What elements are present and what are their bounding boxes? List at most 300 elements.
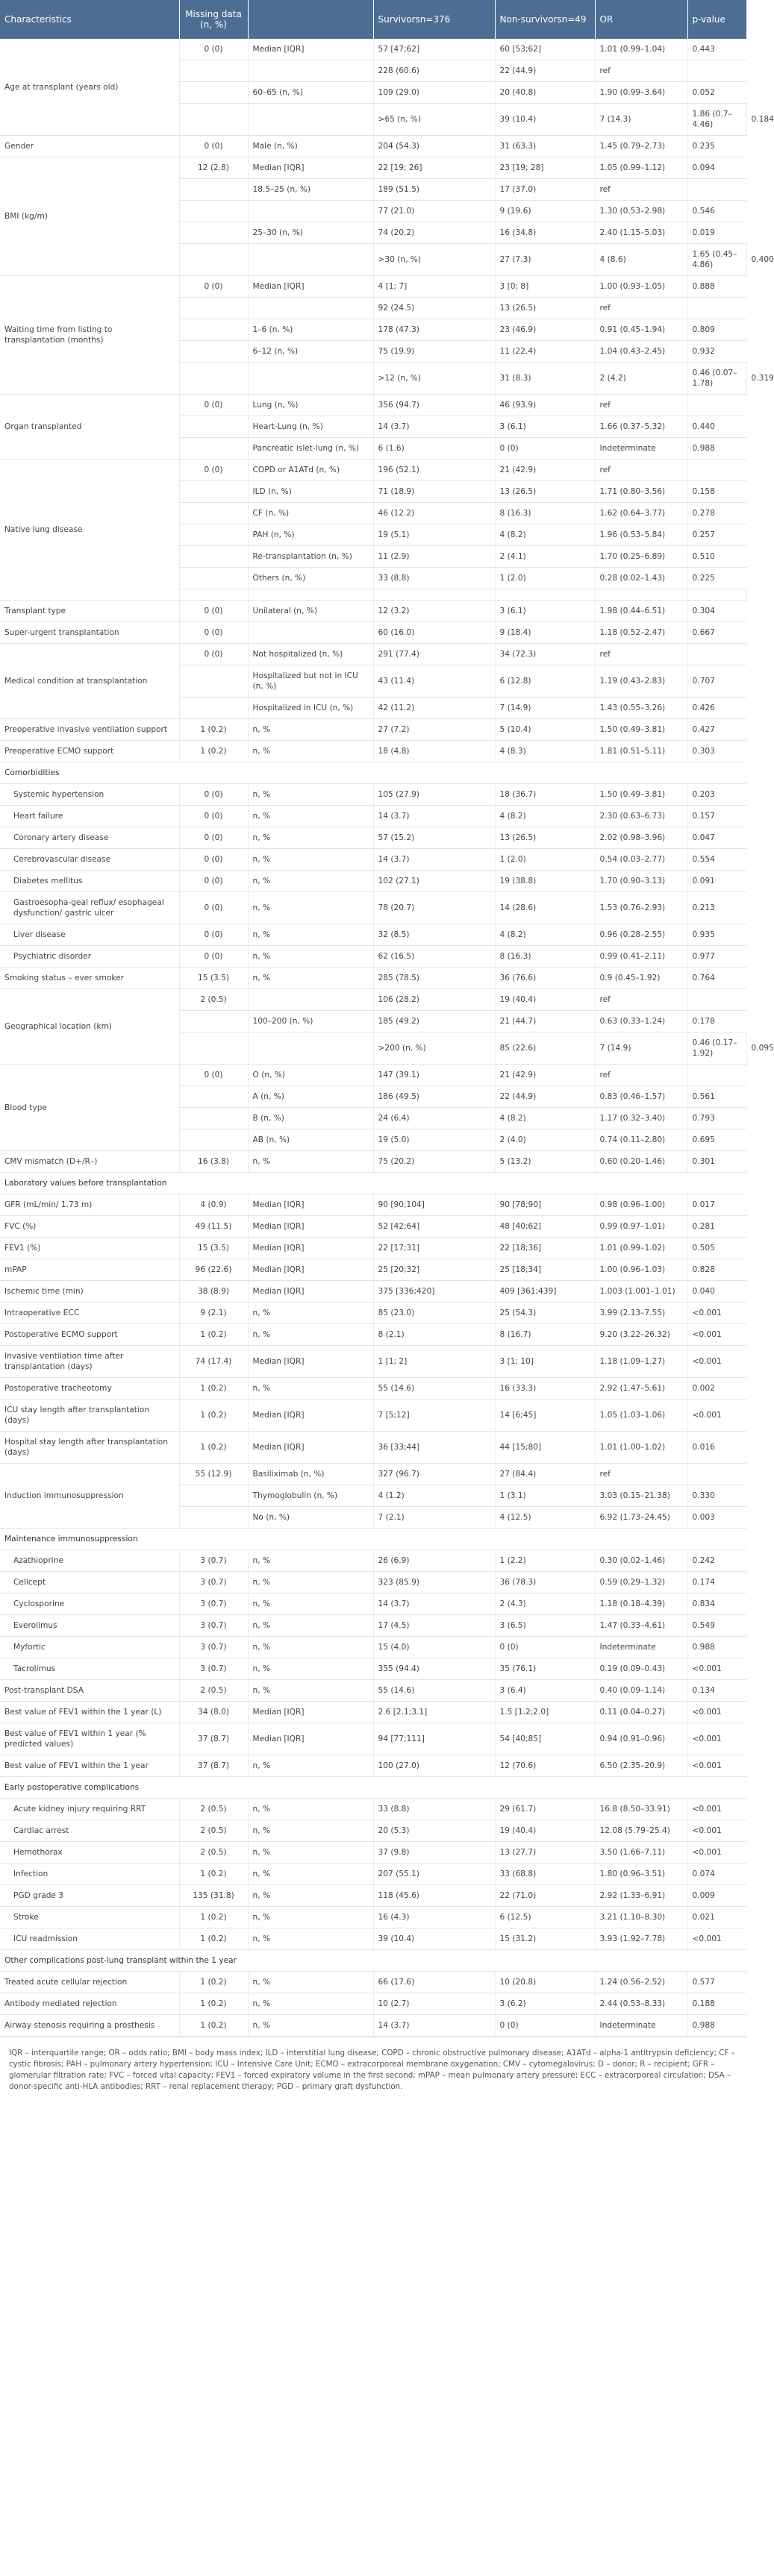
table-cell: 5 (10.4): [495, 719, 595, 741]
table-cell: 33 (8.8): [373, 1799, 495, 1820]
table-cell: 31 (8.3): [495, 363, 595, 395]
table-cell: 7 [5;12]: [373, 1400, 495, 1432]
table-cell: Airway stenosis requiring a prosthesis: [0, 2015, 179, 2037]
table-cell: n, %: [248, 1755, 373, 1777]
row-label: Native lung disease: [0, 460, 179, 601]
table-cell: 55 (14.6): [373, 1378, 495, 1400]
table-cell: 3 (6.1): [495, 416, 595, 438]
table-row: [0, 1593, 746, 1615]
table-cell: 32 (8.5): [373, 924, 495, 946]
table-row: >200 (n, %) 85 (22.6) 7 (14.9) 0.46 (0.17–1.92) 0.095: [0, 1032, 746, 1065]
table-cell: 0.59 (0.29–1.32): [595, 1572, 687, 1593]
table-row: [0, 849, 746, 871]
table-cell: 4 (8.6): [595, 244, 687, 276]
table-cell: 1.05 (0.99–1.12): [595, 157, 687, 179]
table-cell: 1.45 (0.79–2.73): [595, 136, 687, 157]
table-cell: 21 (42.9): [495, 460, 595, 481]
table-cell: Hospitalized in ICU (n, %): [248, 698, 373, 719]
table-cell: 2 (4.2): [595, 363, 687, 395]
table-cell: 75 (19.9): [373, 341, 495, 363]
table-cell: O (n, %): [248, 1065, 373, 1086]
table-row: [0, 989, 746, 1011]
table-cell: [687, 60, 746, 82]
header-non-survivors: Non-survivorsn=49: [495, 0, 595, 39]
table-cell: n, %: [248, 1637, 373, 1658]
table-cell: 0.002: [687, 1378, 746, 1400]
table-row: [0, 1572, 746, 1593]
table-row: [0, 1820, 746, 1842]
table-cell: n, %: [248, 1885, 373, 1907]
table-cell: 4 (8.2): [495, 806, 595, 827]
row-label: Everolimus: [0, 1615, 179, 1637]
table-row: [0, 1281, 746, 1303]
table-cell: <0.001: [687, 1799, 746, 1820]
table-cell: 17 (4.5): [373, 1615, 495, 1637]
table-cell: Median [IQR]: [248, 1238, 373, 1259]
table-cell: Postoperative ECMO support: [0, 1324, 179, 1346]
table-cell: ref: [595, 1464, 687, 1485]
table-cell: 0.809: [687, 319, 746, 341]
table-cell: [179, 524, 248, 546]
table-cell: [687, 644, 746, 665]
table-cell: 0.510: [687, 546, 746, 568]
table-cell: 0.505: [687, 1238, 746, 1259]
table-cell: 10 (2.7): [373, 1993, 495, 2015]
table-cell: 0.426: [687, 698, 746, 719]
table-cell: 4 (12.5): [495, 1507, 595, 1529]
table-cell: n, %: [248, 784, 373, 806]
table-cell: ref: [595, 989, 687, 1011]
row-label: Blood type: [0, 1065, 179, 1151]
table-cell: 1.01 (0.99–1.04): [595, 39, 687, 60]
table-cell: 0.764: [687, 968, 746, 989]
table-row: [0, 924, 746, 946]
table-cell: 57 (15.2): [373, 827, 495, 849]
table-cell: A (n, %): [248, 1086, 373, 1108]
table-cell: [248, 60, 373, 82]
table-cell: 0.235: [687, 136, 746, 157]
table-cell: [179, 568, 248, 589]
table-cell: 4 (1.2): [373, 1485, 495, 1507]
table-cell: 1.90 (0.99–3.64): [595, 82, 687, 104]
table-cell: 36 (78.3): [495, 1572, 595, 1593]
header-odds-ratio: OR: [595, 0, 687, 39]
table-cell: 0 (0): [179, 1065, 248, 1086]
table-cell: [179, 363, 248, 395]
table-cell: 74 (20.2): [373, 222, 495, 244]
table-cell: n, %: [248, 892, 373, 924]
table-cell: 27 (7.3): [495, 244, 595, 276]
table-cell: 43 (11.4): [373, 665, 495, 698]
table-cell: 20 (5.3): [373, 1820, 495, 1842]
table-cell: 0 (0): [179, 276, 248, 298]
table-cell: n, %: [248, 924, 373, 946]
table-cell: [179, 1108, 248, 1129]
table-cell: 3.93 (1.92–7.78): [595, 1928, 687, 1950]
table-cell: Median [IQR]: [248, 157, 373, 179]
table-cell: 355 (94.4): [373, 1658, 495, 1680]
table-cell: 16.8 (8.50–33.91): [595, 1799, 687, 1820]
table-cell: [248, 622, 373, 644]
table-cell: GFR (mL/min/ 1.73 m): [0, 1194, 179, 1216]
table-cell: [179, 438, 248, 460]
table-cell: 33 (68.8): [495, 1864, 595, 1885]
table-cell: 1.50 (0.49–3.81): [595, 784, 687, 806]
table-row: [0, 1324, 746, 1346]
table-row: [0, 1993, 746, 2015]
table-cell: 0.99 (0.41–2.11): [595, 946, 687, 968]
table-cell: 9 (19.6): [495, 201, 595, 222]
table-cell: ICU stay length after transplantation (days): [0, 1400, 179, 1432]
table-cell: [687, 179, 746, 201]
table-cell: 1.62 (0.64–3.77): [595, 503, 687, 524]
table-cell: n, %: [248, 1993, 373, 2015]
table-cell: 77 (21.0): [373, 201, 495, 222]
table-cell: 19 (40.4): [495, 989, 595, 1011]
table-cell: Median [IQR]: [248, 39, 373, 60]
table-cell: Thymoglobulin (n, %): [248, 1485, 373, 1507]
table-cell: 23 [19; 28]: [495, 157, 595, 179]
table-cell: n, %: [248, 1928, 373, 1950]
table-cell: 135 (31.8): [179, 1885, 248, 1907]
table-cell: 6 (1.6): [373, 438, 495, 460]
table-cell: 0.281: [687, 1216, 746, 1238]
table-row: [0, 644, 746, 665]
table-cell: 29 (61.7): [495, 1799, 595, 1820]
table-cell: n, %: [248, 827, 373, 849]
table-cell: 1.47 (0.33–4.61): [595, 1615, 687, 1637]
table-cell: [179, 416, 248, 438]
table-cell: 1.00 (0.93–1.05): [595, 276, 687, 298]
table-cell: Pancreatic islet-lung (n, %): [248, 438, 373, 460]
table-row: [0, 460, 746, 481]
table-cell: 13 (26.5): [495, 481, 595, 503]
table-cell: <0.001: [687, 1702, 746, 1723]
table-cell: 0 (0): [179, 871, 248, 892]
table-cell: 8 (2.1): [373, 1324, 495, 1346]
table-row: [0, 1529, 746, 1550]
table-cell: 3 (0.7): [179, 1637, 248, 1658]
header-missing-data: Missing data (n, %): [179, 0, 248, 39]
table-cell: 1.66 (0.37–5.32): [595, 416, 687, 438]
table-cell: 185 (49.2): [373, 1011, 495, 1032]
table-cell: 105 (27.9): [373, 784, 495, 806]
table-cell: 21 (44.7): [495, 1011, 595, 1032]
table-cell: 0.213: [687, 892, 746, 924]
table-cell: 1 (2.0): [495, 849, 595, 871]
table-row: [0, 1615, 746, 1637]
table-cell: 1.71 (0.80–3.56): [595, 481, 687, 503]
table-cell: 0.83 (0.46–1.57): [595, 1086, 687, 1108]
table-cell: 0.091: [687, 871, 746, 892]
table-cell: 0 (0): [495, 438, 595, 460]
table-cell: Median [IQR]: [248, 276, 373, 298]
table-cell: 0 (0): [179, 784, 248, 806]
table-cell: 9 (2.1): [179, 1303, 248, 1324]
table-cell: <0.001: [687, 1324, 746, 1346]
table-cell: [179, 179, 248, 201]
table-row: [0, 1842, 746, 1864]
table-row: [0, 871, 746, 892]
table-cell: 1 (0.2): [179, 1993, 248, 2015]
table-cell: Unilateral (n, %): [248, 601, 373, 622]
table-cell: 327 (96.7): [373, 1464, 495, 1485]
table-cell: 0.257: [687, 524, 746, 546]
table-cell: 25 [18;34]: [495, 1259, 595, 1281]
table-cell: Post-transplant DSA: [0, 1680, 179, 1702]
table-cell: 1 (2.2): [495, 1550, 595, 1572]
table-cell: 49 (11.5): [179, 1216, 248, 1238]
table-cell: 1.80 (0.96–3.51): [595, 1864, 687, 1885]
table-cell: 18 (36.7): [495, 784, 595, 806]
table-cell: 0.242: [687, 1550, 746, 1572]
table-cell: >200 (n, %): [373, 1032, 495, 1065]
table-cell: 6 (12.8): [495, 665, 595, 698]
table-cell: <0.001: [687, 1842, 746, 1864]
table-cell: Median [IQR]: [248, 1400, 373, 1432]
table-cell: 14 (3.7): [373, 1593, 495, 1615]
table-cell: 1 (0.2): [179, 1972, 248, 1993]
row-label: Coronary artery disease: [0, 827, 179, 849]
table-cell: 16 (34.8): [495, 222, 595, 244]
row-label: Waiting time from listing to transplantation (months): [0, 276, 179, 395]
table-cell: CF (n, %): [248, 503, 373, 524]
table-cell: 323 (85.9): [373, 1572, 495, 1593]
table-cell: 85 (22.6): [495, 1032, 595, 1065]
table-cell: 1 [1; 2]: [373, 1346, 495, 1378]
table-cell: 0 (0): [179, 924, 248, 946]
table-cell: 4 (8.2): [495, 924, 595, 946]
table-row: [0, 1885, 746, 1907]
table-cell: 207 (55.1): [373, 1864, 495, 1885]
table-cell: 3.99 (2.13–7.55): [595, 1303, 687, 1324]
table-cell: 52 [42;64]: [373, 1216, 495, 1238]
table-cell: 1.18 (0.18–4.39): [595, 1593, 687, 1615]
table-cell: n, %: [248, 968, 373, 989]
table-cell: 34 (8.0): [179, 1702, 248, 1723]
table-cell: 26 (6.9): [373, 1550, 495, 1572]
table-cell: [248, 104, 373, 136]
table-cell: n, %: [248, 1972, 373, 1993]
table-row: [0, 1346, 746, 1378]
table-cell: 11 (2.9): [373, 546, 495, 568]
table-cell: CMV mismatch (D+/R–): [0, 1151, 179, 1173]
table-cell: 2.02 (0.98–3.96): [595, 827, 687, 849]
header-survivors: Survivorsn=376: [373, 0, 495, 39]
table-cell: 1.50 (0.49–3.81): [595, 719, 687, 741]
table-row: [0, 1065, 746, 1086]
table-cell: [179, 201, 248, 222]
table-cell: 147 (39.1): [373, 1065, 495, 1086]
table-cell: 1.01 (0.99–1.02): [595, 1238, 687, 1259]
table-row: [0, 1151, 746, 1173]
table-cell: 1.53 (0.76–2.93): [595, 892, 687, 924]
table-cell: 0 (0): [179, 601, 248, 622]
table-cell: 3 (0.7): [179, 1550, 248, 1572]
table-cell: 0 (0): [179, 849, 248, 871]
table-row: [0, 719, 746, 741]
table-cell: [179, 341, 248, 363]
table-cell: n, %: [248, 1658, 373, 1680]
table-cell: 1 (0.2): [179, 1907, 248, 1928]
table-cell: 60 (16.0): [373, 622, 495, 644]
table-cell: 16 (3.8): [179, 1151, 248, 1173]
table-cell: 14 (3.7): [373, 849, 495, 871]
table-cell: Postoperative tracheotomy: [0, 1378, 179, 1400]
table-cell: 4 (0.9): [179, 1194, 248, 1216]
table-row: [0, 1173, 746, 1194]
table-cell: 3 (0.7): [179, 1615, 248, 1637]
section-heading: Early postoperative complications: [0, 1777, 746, 1799]
table-cell: 0.330: [687, 1485, 746, 1507]
table-cell: 2 (0.5): [179, 1680, 248, 1702]
table-cell: 1.18 (1.09–1.27): [595, 1346, 687, 1378]
table-cell: [179, 1011, 248, 1032]
section-heading: Comorbidities: [0, 762, 746, 784]
row-label: ICU readmission: [0, 1928, 179, 1950]
table-cell: Ischemic time (min): [0, 1281, 179, 1303]
table-cell: 0.707: [687, 665, 746, 698]
table-cell: Median [IQR]: [248, 1194, 373, 1216]
table-cell: Transplant type: [0, 601, 179, 622]
table-cell: 1.01 (1.00–1.02): [595, 1432, 687, 1464]
table-cell: 3 [1; 10]: [495, 1346, 595, 1378]
table-cell: 0 (0): [179, 39, 248, 60]
table-cell: 16 (4.3): [373, 1907, 495, 1928]
table-cell: 22 [17;31]: [373, 1238, 495, 1259]
table-cell: 25 [20;32]: [373, 1259, 495, 1281]
table-cell: 1.30 (0.53–2.98): [595, 201, 687, 222]
table-cell: 2 (4.0): [495, 1129, 595, 1151]
table-cell: 6–12 (n, %): [248, 341, 373, 363]
table-cell: 0.94 (0.91–0.96): [595, 1723, 687, 1755]
table-cell: 0.040: [687, 1281, 746, 1303]
table-cell: 12.08 (5.79–25.4): [595, 1820, 687, 1842]
table-cell: 0.888: [687, 276, 746, 298]
table-cell: 9.20 (3.22–26.32): [595, 1324, 687, 1346]
table-cell: 0.54 (0.03–2.77): [595, 849, 687, 871]
table-cell: 3.50 (1.66–7.11): [595, 1842, 687, 1864]
table-cell: 15 (31.2): [495, 1928, 595, 1950]
table-cell: 0.561: [687, 1086, 746, 1108]
table-cell: 75 (20.2): [373, 1151, 495, 1173]
table-cell: [248, 1032, 373, 1065]
table-cell: 204 (54.3): [373, 136, 495, 157]
table-cell: 2.30 (0.63–6.73): [595, 806, 687, 827]
table-cell: 4 (8.3): [495, 741, 595, 762]
table-cell: Lung (n, %): [248, 395, 373, 416]
table-cell: 7 (2.1): [373, 1507, 495, 1529]
table-cell: n, %: [248, 1151, 373, 1173]
table-cell: 2.92 (1.47–5.61): [595, 1378, 687, 1400]
table-cell: 7 (14.3): [595, 104, 687, 136]
table-cell: 35 (76.1): [495, 1658, 595, 1680]
table-cell: 90 [90;104]: [373, 1194, 495, 1216]
table-cell: 0.11 (0.04–0.27): [595, 1702, 687, 1723]
table-cell: [248, 989, 373, 1011]
table-cell: 0.667: [687, 622, 746, 644]
table-cell: 24 (6.4): [373, 1108, 495, 1129]
table-row: [0, 1799, 746, 1820]
table-cell: [687, 395, 746, 416]
table-cell: 0.016: [687, 1432, 746, 1464]
table-cell: No (n, %): [248, 1507, 373, 1529]
table-cell: 4 (8.2): [495, 1108, 595, 1129]
table-row: [0, 1259, 746, 1281]
table-cell: B (n, %): [248, 1108, 373, 1129]
table-cell: 0.793: [687, 1108, 746, 1129]
table-cell: 178 (47.3): [373, 319, 495, 341]
table-cell: 3 (6.1): [495, 601, 595, 622]
table-cell: 0.303: [687, 741, 746, 762]
table-cell: Invasive ventilation time after transplantation (days): [0, 1346, 179, 1378]
table-cell: n, %: [248, 1820, 373, 1842]
table-cell: n, %: [248, 1615, 373, 1637]
table-cell: n, %: [248, 1864, 373, 1885]
table-cell: [179, 1086, 248, 1108]
table-cell: 0.577: [687, 1972, 746, 1993]
table-cell: 0.052: [687, 82, 746, 104]
table-cell: 2.40 (1.15–5.03): [595, 222, 687, 244]
table-cell: Heart-Lung (n, %): [248, 416, 373, 438]
table-cell: 27 (7.2): [373, 719, 495, 741]
table-cell: 2.92 (1.33–6.91): [595, 1885, 687, 1907]
table-row: [0, 1972, 746, 1993]
table-cell: 1 (3.1): [495, 1485, 595, 1507]
table-cell: 1.70 (0.25–6.89): [595, 546, 687, 568]
table-cell: <0.001: [687, 1346, 746, 1378]
table-cell: 66 (17.6): [373, 1972, 495, 1993]
table-cell: 19 (38.8): [495, 871, 595, 892]
table-cell: 0 (0): [179, 644, 248, 665]
table-cell: 0.554: [687, 849, 746, 871]
table-cell: 3 [0; 8]: [495, 276, 595, 298]
row-label: Diabetes mellitus: [0, 871, 179, 892]
table-cell: 3 (0.7): [179, 1658, 248, 1680]
table-cell: 0.988: [687, 1637, 746, 1658]
table-cell: Basiliximab (n, %): [248, 1464, 373, 1485]
table-cell: 1 (0.2): [179, 1432, 248, 1464]
table-cell: [179, 1032, 248, 1065]
table-cell: Preoperative invasive ventilation support: [0, 719, 179, 741]
table-cell: 1.18 (0.52–2.47): [595, 622, 687, 644]
table-cell: [687, 589, 746, 601]
table-cell: Median [IQR]: [248, 1216, 373, 1238]
table-cell: 1.00 (0.96–1.03): [595, 1259, 687, 1281]
table-cell: Preoperative ECMO support: [0, 741, 179, 762]
table-cell: 0.188: [687, 1993, 746, 2015]
table-cell: 1 (0.2): [179, 1400, 248, 1432]
table-cell: 6.92 (1.73–24.45): [595, 1507, 687, 1529]
table-cell: [179, 546, 248, 568]
table-cell: <0.001: [687, 1723, 746, 1755]
table-cell: 74 (17.4): [179, 1346, 248, 1378]
table-cell: 409 [361;439]: [495, 1281, 595, 1303]
table-cell: 14 (3.7): [373, 2015, 495, 2037]
table-cell: 118 (45.6): [373, 1885, 495, 1907]
table-cell: 0.304: [687, 601, 746, 622]
table-row: [0, 395, 746, 416]
table-cell: [179, 82, 248, 104]
table-cell: 13 (26.5): [495, 298, 595, 319]
row-label: Hemothorax: [0, 1842, 179, 1864]
table-cell: 4 (8.2): [495, 524, 595, 546]
table-cell: PAH (n, %): [248, 524, 373, 546]
table-row: [0, 601, 746, 622]
header-p-value: p-value: [687, 0, 746, 39]
table-cell: n, %: [248, 1324, 373, 1346]
row-label: Stroke: [0, 1907, 179, 1928]
